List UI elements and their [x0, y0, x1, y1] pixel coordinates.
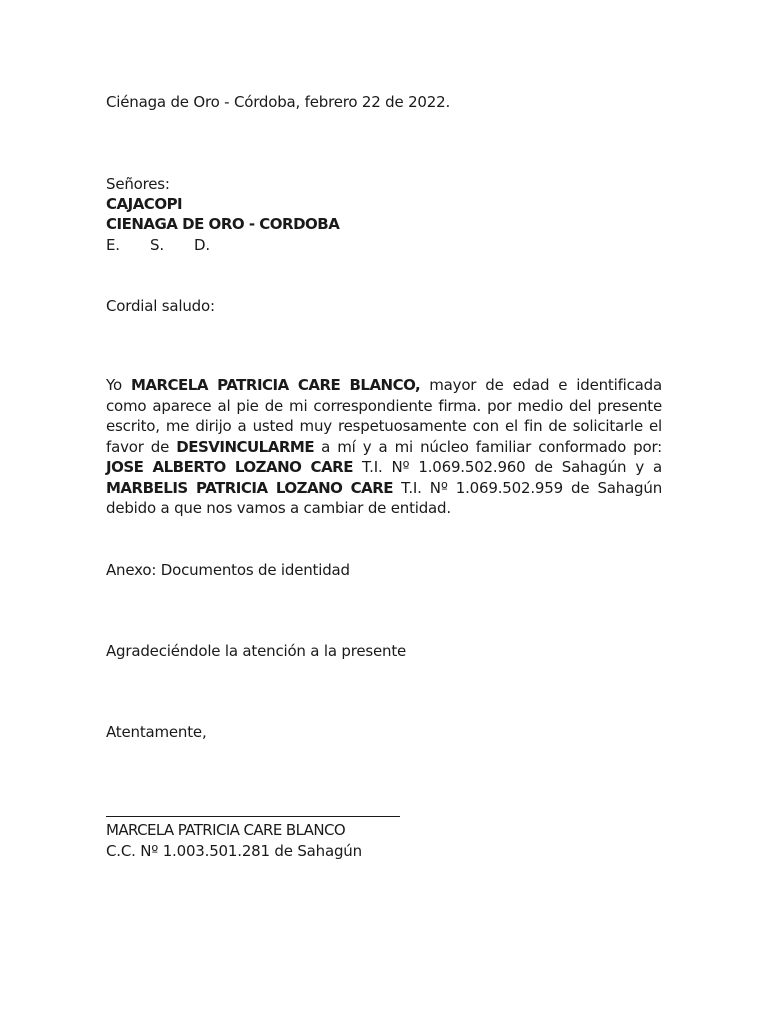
recipient-salutation: Señores: — [106, 175, 170, 193]
recipient-city: CIENAGA DE ORO - CORDOBA — [106, 215, 340, 233]
esd-s: S. — [150, 236, 164, 254]
esd-d: D. — [194, 236, 210, 254]
thanks: Agradeciéndole la atención a la presente — [106, 642, 407, 660]
family-member-1: JOSE ALBERTO LOZANO CARE — [106, 458, 353, 476]
body-line-2: como aparece al pie de mi correspondiente firma. por medio del presente — [106, 396, 662, 415]
greeting: Cordial saludo: — [106, 297, 215, 315]
closing: Atentamente, — [106, 723, 207, 741]
recipient-esd — [106, 235, 210, 255]
recipient-entity: CAJACOPI — [106, 195, 183, 213]
body-line-3: escrito, me dirijo a usted muy respetuosamente con el fin de solicitarle el — [106, 417, 662, 435]
body-line-5: JOSE ALBERTO LOZANO CARE T.I. Nº 1.069.502.960 de Sahagún y a — [106, 458, 662, 476]
annex: Anexo: Documentos de identidad — [106, 561, 350, 579]
sender-name-bold: MARCELA PATRICIA CARE BLANCO, — [130, 376, 421, 394]
signature-name: MARCELA PATRICIA CARE BLANCO — [106, 821, 346, 839]
body-line-4: favor de DESVINCULARME a mí y a mi núcleo familiar conformado por: — [106, 437, 662, 456]
family-member-2: MARBELIS PATRICIA LOZANO CARE — [106, 478, 394, 497]
body-line-6: MARBELIS PATRICIA LOZANO CARE T.I. Nº 1.069.502.959 de Sahagún — [106, 478, 662, 497]
signature-line — [106, 816, 400, 817]
place-date: Ciénaga de Oro - Córdoba, febrero 22 de 2022. — [106, 93, 451, 111]
request-bold: DESVINCULARME — [176, 437, 315, 456]
body-line-1: Yo MARCELA PATRICIA CARE BLANCO, mayor de edad e identificada — [106, 376, 662, 394]
letter-body — [106, 375, 662, 519]
body-line-7: debido a que nos vamos a cambiar de entidad. — [106, 499, 451, 517]
signature-id: C.C. Nº 1.003.501.281 de Sahagún — [106, 842, 362, 860]
esd-e: E. — [106, 236, 120, 254]
